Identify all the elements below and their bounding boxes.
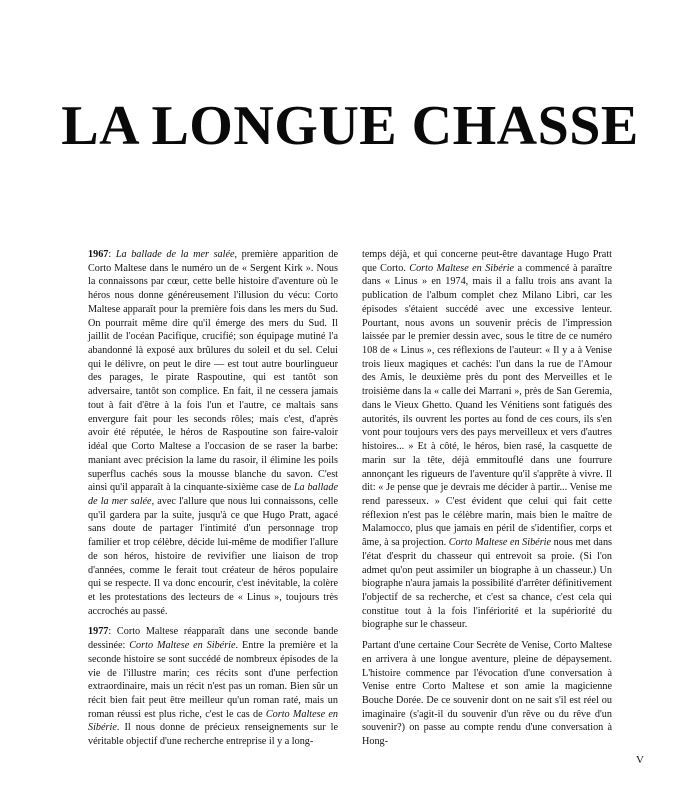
paragraph-year: 1977	[88, 626, 109, 638]
body-paragraph	[88, 625, 338, 748]
work-title: La ballade de la mer salée	[115, 249, 235, 260]
work-title: Corto Maltese en Sibérie	[409, 262, 515, 274]
text-run: nous met dans l'état d'esprit du chasseur qui entrevoit sa proie. (Si l'on admet qu'on peut assimiler un biographe à un chasseur.) Un biographe n'aura jamais la possibilité d'arrêter définitivement l'objectif de sa recherche, et c'est sa chance, c'est cela qui constitue tout à la fois l'infériorité et la supériorité du biographe sur le chasseur.	[362, 537, 613, 631]
text-run: temps déjà, et qui concerne peut-être davantage Hugo Pratt que Corto.	[362, 249, 612, 274]
text-run: : Corto Maltese réapparaît dans une seconde bande dessinée:	[88, 626, 338, 652]
page-title: LA LONGUE CHASSE	[61, 94, 639, 157]
page-folio: V	[636, 754, 644, 766]
work-title: Corto Maltese en Sibérie	[448, 537, 552, 549]
work-title: La ballade de la mer salée	[88, 482, 338, 507]
text-run: Partant d'une certaine Cour Secrète de Venise, Corto Maltese en arrivera à une longue aventure, pleine de dépaysement. L'histoire commence par l'évocation d'une conversation à Venise entre Corto Maltese et son amie la magicienne Bouche Dorée. De ce souvenir dont on ne sait s'il est réel ou imaginaire (s'agit-il du souvenir d'un rêve ou du rêve d'un souvenir?) on passe au compte rendu d'une conversation à Hong-	[362, 640, 612, 748]
text-run: . Entre la première et la seconde histoire se sont succédé de nombreux épisodes de la vie de l'illustre marin; ces récits sont d'une perfection extraordinaire, mais un récit n'est pas un roman. Bien sûr un récit bien fait peut être meilleur qu'un roman raté, mais un roman réussi est plus riche, c'est le cas de	[88, 640, 338, 720]
work-title: Corto Maltese en Sibérie	[88, 708, 338, 734]
paragraph-year: 1967	[88, 249, 109, 260]
column-left	[88, 248, 338, 749]
body-paragraph	[362, 248, 612, 632]
body-paragraph	[88, 248, 338, 618]
text-run: a commencé à paraître dans « Linus » en 1974, mais il a fallu trois ans avant la publication de l'album complet chez Milano Libri, car les épisodes s'étaient succédé avec une excessive lenteur. Pourtant, nous avons un souvenir précis de l'impression laissée par le premier dessin avec, sous le titre de ce numéro 108 de « Linus », ces réflexions de l'auteur: « Il y a à Venise trois lieux magiques et cachés: l'un dans la rue de l'Amour des Amis, le deuxième près du pont des Merveilles et le troisième dans la « calle dei Marrani », près de San Geremia, dans le Vieux Ghetto. Quand les Vénitiens sont fatigués des autorités, ils ouvrent les portes au fond de ces cours, ils s'en vont pour toujours vers des pays merveilleux et vers d'autres histoires... » Et à côté, le héros, bien rasé, la casquette de marin sur la tête, déjà emmitouflé dans une fourrure annonçant les rigueurs de l'aventure qu'il s'apprête à vivre. Il dit: « Je pense que je devrais me décider à partir... Venise me rend paresseux. » C'est évident que celui qui fait cette réflexion n'est pas le célèbre marin, mais bien le maître de Malamocco, plus que jamais en péril de s'identifier, corps et âme, à sa projection.	[362, 262, 612, 549]
work-title: Corto Maltese en Sibérie	[129, 640, 236, 652]
text-run: , avec l'allure que nous lui connaissons, celle qu'il gardera par la suite, jusqu'à ce que Hugo Pratt, agacé sans doute de partager l'intimité d'un personnage trop familier et trop célèbre, décide lui-même de modifier l'allure de son héros, histoire de revivifier une liaison de trop d'années, comme le ferait tout créateur de héros populaire qui se respecte. Il va donc encourir, c'est inévitable, la colère et les protestations des lecteurs de « Linus », toujours très accrochés au passé.	[88, 495, 338, 617]
text-run: :	[108, 249, 116, 260]
text-run: . Il nous donne de précieux renseignements sur le véritable objectif d'une recherche entreprise il y a long-	[88, 722, 338, 748]
text-run: , première apparition de Corto Maltese dans le numéro un de « Sergent Kirk ». Nous la connaissons par cœur, cette belle histoire d'aventure où le héros nous donne généreusement l'illusion du vécu: Corto Maltese apparaît pour la première fois dans les mers du Sud. On pourrait même dire qu'il émerge des mers du Sud. Il jaillit de l'océan Pacifique, crucifié; son équipage mutiné l'a abandonné là exposé aux brûlures du soleil et du sel. Celui qui le délivre, on peut le dire — est tout autre bourlingueur des parages, le pirate Raspoutine, qui est tantôt son adversaire, tantôt son complice. En fait, il ne cessera jamais tout à fait d'être à la fois l'un et l'autre, ce maltais sans envergure fait pour les seconds rôles; mais c'est, d'après avoir été réputée, le héros de Raspoutine son faire-valoir idéal que Corto Maltese a l'occasion de se raser la barbe: maniant avec précision la lame du rasoir, il élimine les poils superflus cachés sous la mousse blanche du savon. C'est ainsi qu'il apparaît à la cinquante-sixième case de	[88, 249, 338, 494]
column-right	[362, 248, 612, 749]
body-paragraph	[362, 639, 612, 749]
text-columns	[88, 248, 612, 749]
